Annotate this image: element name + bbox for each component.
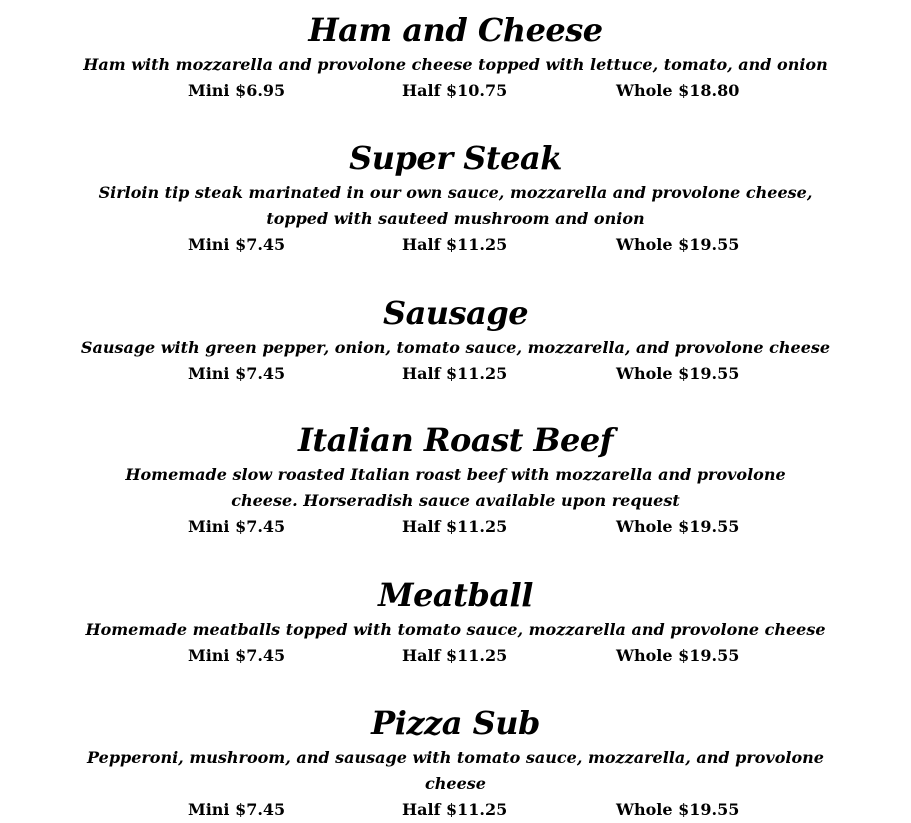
price-mini: Mini $7.45 <box>188 646 286 665</box>
price-half: Half $11.25 <box>402 800 508 819</box>
item-description: Sirloin tip steak marinated in our own sauce, mozzarella and provolone cheese, topped with sauteed mushroom and onion <box>98 183 813 228</box>
price-row <box>0 514 911 540</box>
price-whole: Whole $19.55 <box>616 364 740 383</box>
item-name: Pizza Sub <box>371 704 540 742</box>
price-half: Half $11.25 <box>402 517 508 536</box>
price-half: Half $11.25 <box>402 235 508 254</box>
item-description: Homemade meatballs topped with tomato sauce, mozzarella and provolone cheese <box>85 620 826 639</box>
price-whole: Whole $19.55 <box>616 235 740 254</box>
price-mini: Mini $7.45 <box>188 364 286 383</box>
menu-item-meatball <box>0 575 911 669</box>
item-name: Italian Roast Beef <box>297 421 614 459</box>
price-row <box>0 361 911 387</box>
menu-item-pizza-sub <box>0 703 911 823</box>
price-row <box>0 797 911 823</box>
price-whole: Whole $19.55 <box>616 800 740 819</box>
item-name: Ham and Cheese <box>308 11 603 49</box>
item-name: Meatball <box>378 576 533 614</box>
item-description: Pepperoni, mushroom, and sausage with tomato sauce, mozzarella, and provolone cheese <box>87 748 824 793</box>
price-whole: Whole $19.55 <box>616 646 740 665</box>
price-mini: Mini $7.45 <box>188 235 286 254</box>
menu-item-italian-roast-beef <box>0 420 911 540</box>
price-mini: Mini $7.45 <box>188 517 286 536</box>
price-half: Half $10.75 <box>402 81 508 100</box>
item-description: Sausage with green pepper, onion, tomato sauce, mozzarella, and provolone cheese <box>80 338 831 357</box>
price-whole: Whole $19.55 <box>616 517 740 536</box>
item-name: Super Steak <box>349 139 562 177</box>
price-row <box>0 643 911 669</box>
price-row <box>0 232 911 258</box>
price-half: Half $11.25 <box>402 646 508 665</box>
item-description: Homemade slow roasted Italian roast beef with mozzarella and provolone cheese. Horseradish sauce available upon request <box>125 465 786 510</box>
price-half: Half $11.25 <box>402 364 508 383</box>
item-name: Sausage <box>382 294 529 332</box>
price-mini: Mini $6.95 <box>188 81 286 100</box>
price-row <box>0 78 911 104</box>
price-mini: Mini $7.45 <box>188 800 286 819</box>
menu-item-sausage <box>0 293 911 387</box>
price-whole: Whole $18.80 <box>616 81 740 100</box>
menu-item-super-steak <box>0 138 911 258</box>
menu-item-ham-and-cheese <box>0 10 911 104</box>
item-description: Ham with mozzarella and provolone cheese topped with lettuce, tomato, and onion <box>83 55 828 74</box>
